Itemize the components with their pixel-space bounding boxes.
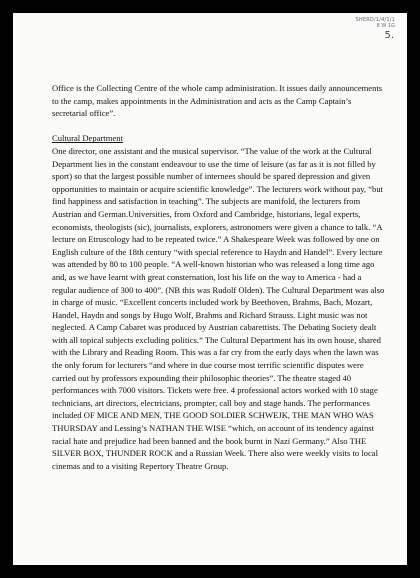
archive-subreference: 8 W 1G: [376, 23, 395, 29]
document-page: [13, 13, 407, 565]
page-number: 5.: [384, 30, 394, 41]
archive-reference: SHERD/1/4/1/1: [355, 17, 395, 23]
body-paragraph: One director, one assistant and the musical supervisor. “The value of the work at the Cultural Department lies in the constant endeavour to use the time of leisure (as far as it is not filled by sport) so that the largest possible number of internees should be spared depression and given opportunities to maintain or acquire scientific knowledge”. The lecturers work without pay, “but find happiness and satisfaction in teaching”. The subjects are manifold, the lecturers from Austrian and German.Universities, from Oxford and Cambridge, historians, legal experts, economists, theologists (sic), journalists, explorers, astronomers were given a chance to talk. “A lecture on Etruscology had to be repeated twice.” A Shakespeare Week was followed by one on English culture of the 18th century “with special reference to Haydn and Handel”. Every lecture was attended by 80 to 100 people. “A well-known historian who was released a long time ago and, as we have learnt with great consternation, lost his life on the way to America - had a regular audience of 300 to 400”. (NB this was Rudolf Olden). The Cultural Department was also in charge of music. “Excellent concerts included work by Beethoven, Brahms, Bach, Mozart, Handel, Haydn and songs by Hugo Wolf, Brahms and Richard Strauss. Light music was not neglected. A Camp Cabaret was produced by Austrian cabarettists. The Debating Society dealt with all topical subjects excluding politics.” The Cultural Department has its own house, shared with the Library and Reading Room. This was a far cry from the early days when the lawn was the only forum for lecturers “and where in due course most terrific scientific disputes were carried out by professors expounding their philosophic theories”. The theatre staged 40 performances with 7000 visitors. Tickets were free. 4 professional actors worked with 10 stage technicians, art directors, electricians, prompter, call boy and stage hands. The performances included OF MICE AND MEN, THE GOOD SOLDIER SCHWEJK, THE MAN WHO WAS THURSDAY and Lessing’s NATHAN THE WISE “which, on account of its tendency against racial hate and prejudice had been banned and the book burnt in Nazi Germany.” Also THE SILVER BOX, THUNDER ROCK and a Russian Week. There also were weekly visits to local cinemas and to a visiting Repertory Theatre Group.: [52, 145, 385, 471]
document-body: [52, 82, 386, 472]
archive-annotation: [356, 17, 395, 29]
section-heading: Cultural Department: [52, 133, 123, 144]
intro-paragraph: Office is the Collecting Centre of the whole camp administration. It issues daily announcements to the camp, makes appointments in the Administration and acts as the Camp Captain’s secretarial office”.: [52, 83, 383, 119]
